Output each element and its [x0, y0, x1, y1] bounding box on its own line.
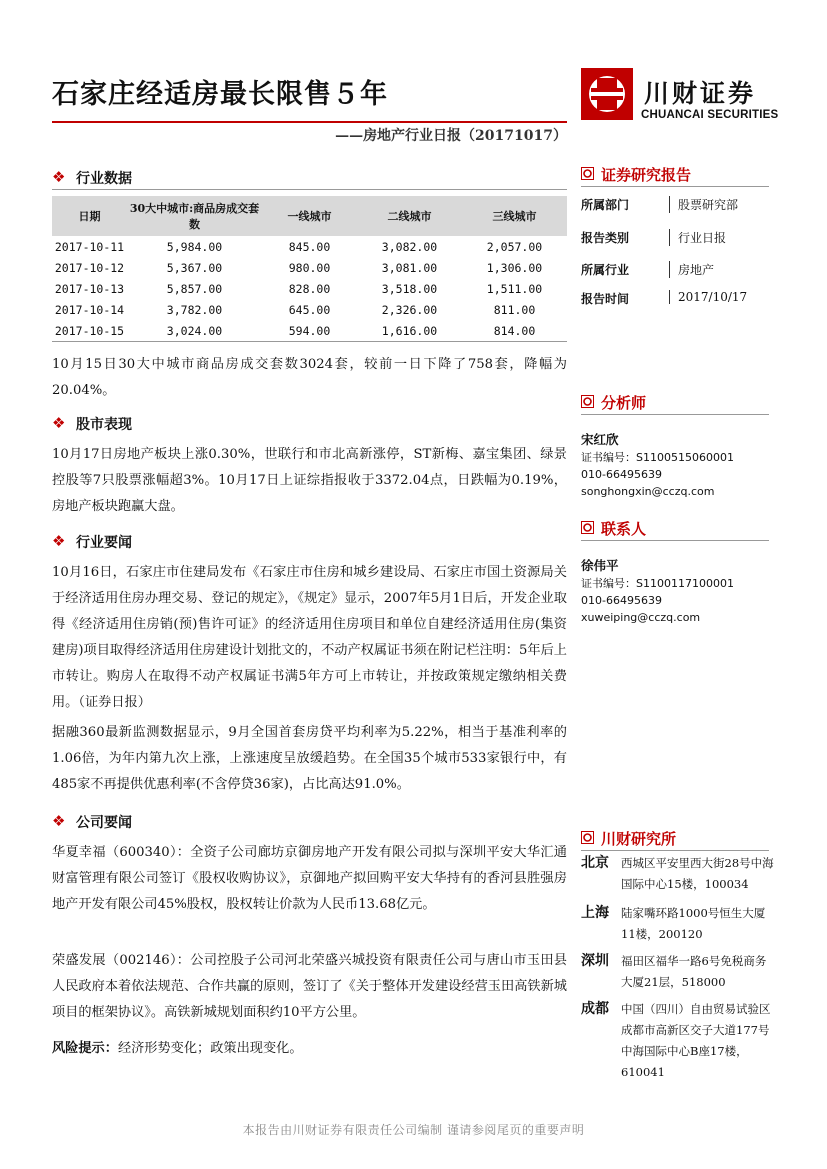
meta-value: 房地产 — [669, 261, 714, 278]
header-divider — [52, 121, 567, 123]
column-header: 30大中城市:商品房成交套数 — [127, 196, 262, 236]
section-title: 行业数据 — [76, 171, 132, 187]
office-address: 中国（四川）自由贸易试验区成都市高新区交子大道177号中海国际中心B座17楼，610041 — [621, 1002, 771, 1079]
table-cell: 5,857.00 — [166, 281, 223, 296]
table-row — [52, 299, 567, 320]
footer-disclaimer: 本报告由川财证券有限责任公司编制 谨请参阅尾页的重要声明 — [242, 1123, 585, 1137]
stock-summary-paragraph: 10月17日房地产板块上涨0.30%，世联行和市北高新涨停，ST新梅、嘉宝集团、绿景控股等7只股票涨幅超3%。10月17日上证综指报收于3372.04点，日跌幅为0.19%，房地产板块跑赢大盘。 — [52, 447, 567, 514]
brand-mark-icon — [581, 521, 594, 534]
table-row — [52, 320, 567, 342]
section-title: 股市表现 — [76, 417, 132, 433]
company-news-paragraph-1: 华夏幸福（600340）：全资子公司廊坊京御房地产开发有限公司拟与深圳平安大华汇通财富管理有限公司签订《股权收购协议》，京御地产拟回购平安大华持有的香河县胜强房地产开发有限公司45%股权，股权转让价款为人民币13.68亿元。 — [52, 845, 567, 912]
industry-news-paragraph-1: 10月16日，石家庄市住建局发布《石家庄市住房和城乡建设局、石家庄市国土资源局关于经济适用住房办理交易、登记的规定》，《规定》显示，2007年5月1日后，开发企业取得《经济适用住房销(预)售许可证》的经济适用住房项目和单位自建经济适用住房(集资建房)项目取得经济适用住房建设计划批文的，不动产权属证书须在附记栏注明：5年后上市转让。购房人在取得不动产权属证书满5年方可上市转让，并按政策规定缴纳相关费用。（证券日报） — [52, 565, 567, 710]
analyst-cert: 证书编号：S1100515060001 — [581, 451, 734, 464]
risk-text: 经济形势变化；政策出现变化。 — [117, 1041, 303, 1056]
sidebar-divider — [581, 414, 769, 415]
analyst-card — [581, 431, 769, 500]
column-header: 三线城市 — [462, 196, 567, 236]
table-cell: 645.00 — [288, 302, 331, 317]
diamond-bullet-icon: ❖ — [52, 532, 66, 550]
table-cell: 3,518.00 — [381, 281, 438, 296]
sidebar-divider — [581, 186, 769, 187]
section-industry-news — [52, 530, 567, 554]
logo-name: 川财证券 — [644, 79, 757, 108]
sidebar-divider — [581, 850, 769, 851]
contact-email[interactable]: xuweiping@cczq.com — [581, 611, 701, 624]
logo-english-name: CHUANCAI SECURITIES — [641, 109, 779, 121]
sidebar-heading-text: 分析师 — [601, 394, 647, 412]
diamond-bullet-icon: ❖ — [52, 414, 66, 432]
office-address: 福田区福华一路6号免税商务大厦21层，518000 — [621, 954, 767, 989]
meta-key: 报告时间 — [581, 292, 630, 306]
table-cell: 1,616.00 — [357, 320, 462, 342]
section-industry-data — [52, 166, 567, 190]
chuancai-logo-icon — [581, 68, 633, 120]
office-city: 成都 — [581, 1001, 609, 1017]
table-cell: 2017-10-11 — [54, 239, 125, 254]
table-cell: 2017-10-15 — [52, 320, 127, 342]
section-title: 公司要闻 — [76, 815, 132, 831]
table-cell: 1,306.00 — [486, 260, 543, 275]
table-cell: 2,326.00 — [381, 302, 438, 317]
office-city: 深圳 — [581, 953, 609, 969]
table-row — [52, 278, 567, 299]
office-city: 北京 — [581, 855, 609, 871]
industry-news-paragraph-2: 据融360最新监测数据显示，9月全国首套房贷平均利率为5.22%，相当于基准利率的1.06倍，为年内第九次上涨，上涨速度呈放缓趋势。在全国35个城市533家银行中，有485家不再提供优惠利率(不含停贷36家)，占比高达91.0%。 — [52, 725, 567, 792]
analyst-name: 宋红欣 — [581, 432, 619, 447]
meta-key: 所属行业 — [581, 263, 630, 277]
risk-note — [52, 1036, 567, 1062]
contact-phone: 010-66495639 — [581, 594, 662, 607]
table-cell: 814.00 — [462, 320, 567, 342]
brand-mark-icon — [581, 395, 594, 408]
analyst-email[interactable]: songhongxin@cczq.com — [581, 485, 715, 498]
table-cell: 3,782.00 — [166, 302, 223, 317]
table-cell: 811.00 — [493, 302, 536, 317]
diamond-bullet-icon: ❖ — [52, 812, 66, 830]
table-cell: 980.00 — [288, 260, 331, 275]
table-cell: 3,081.00 — [381, 260, 438, 275]
column-header: 一线城市 — [262, 196, 357, 236]
sidebar-contact-heading — [581, 518, 769, 542]
column-header: 二线城市 — [357, 196, 462, 236]
sidebar-divider — [581, 540, 769, 541]
sidebar-heading-text: 证券研究报告 — [601, 166, 692, 184]
table-cell: 594.00 — [262, 320, 357, 342]
meta-report-type — [581, 229, 769, 249]
table-cell: 828.00 — [288, 281, 331, 296]
office-address: 陆家嘴环路1000号恒生大厦11楼，200120 — [621, 906, 766, 941]
table-cell: 2,057.00 — [486, 239, 543, 254]
section-company-news — [52, 810, 567, 834]
office-city: 上海 — [581, 905, 609, 921]
meta-department — [581, 196, 769, 216]
meta-value: 2017/10/17 — [669, 290, 747, 304]
report-title: 石家庄经适房最长限售５年 — [52, 79, 388, 110]
report-subtitle: ——房地产行业日报（20171017） — [335, 128, 567, 144]
meta-industry — [581, 261, 769, 281]
table-cell: 2017-10-14 — [54, 302, 125, 317]
brand-mark-icon — [581, 831, 594, 844]
sidebar-heading-text: 联系人 — [601, 520, 647, 538]
analyst-phone: 010-66495639 — [581, 468, 662, 481]
table-row — [52, 257, 567, 278]
table-cell: 3,024.00 — [127, 320, 262, 342]
contact-card — [581, 557, 769, 626]
data-summary-paragraph: 10月15日30大中城市商品房成交套数3024套，较前一日下降了758套，降幅为20.04%。 — [52, 357, 567, 398]
table-cell: 5,367.00 — [166, 260, 223, 275]
table-cell: 2017-10-12 — [54, 260, 125, 275]
meta-key: 报告类别 — [581, 231, 630, 245]
section-divider — [52, 189, 567, 190]
sidebar-institute-heading — [581, 828, 769, 852]
table-cell: 1,511.00 — [486, 281, 543, 296]
section-stock-market — [52, 412, 567, 436]
table-cell: 5,984.00 — [166, 239, 223, 254]
meta-key: 所属部门 — [581, 198, 630, 212]
contact-name: 徐伟平 — [581, 558, 619, 573]
section-title: 行业要闻 — [76, 535, 132, 551]
risk-label: 风险提示： — [52, 1041, 118, 1056]
sidebar-analyst-heading — [581, 392, 769, 416]
brand-mark-icon — [581, 167, 594, 180]
table-cell: 2017-10-13 — [54, 281, 125, 296]
table-cell: 845.00 — [288, 239, 331, 254]
table-cell: 3,082.00 — [381, 239, 438, 254]
company-news-paragraph-2: 荣盛发展（002146）：公司控股子公司河北荣盛兴城投资有限责任公司与唐山市玉田县人民政府本着依法规范、合作共赢的原则，签订了《关于整体开发建设经营玉田高铁新城项目的框架协议》。高铁新城规划面积约10平方公里。 — [52, 953, 567, 1020]
housing-transaction-table — [52, 196, 567, 342]
table-header-row — [52, 196, 567, 236]
column-header: 日期 — [52, 196, 127, 236]
diamond-bullet-icon: ❖ — [52, 168, 66, 186]
sidebar-report-heading — [581, 164, 769, 188]
office-address: 西城区平安里西大街28号中海国际中心15楼，100034 — [621, 856, 774, 891]
meta-report-date — [581, 290, 769, 310]
table-row — [52, 236, 567, 257]
sidebar-heading-text: 川财研究所 — [601, 830, 677, 848]
contact-cert: 证书编号：S1100117100001 — [581, 577, 734, 590]
meta-value: 股票研究部 — [669, 196, 738, 213]
meta-value: 行业日报 — [669, 229, 726, 246]
